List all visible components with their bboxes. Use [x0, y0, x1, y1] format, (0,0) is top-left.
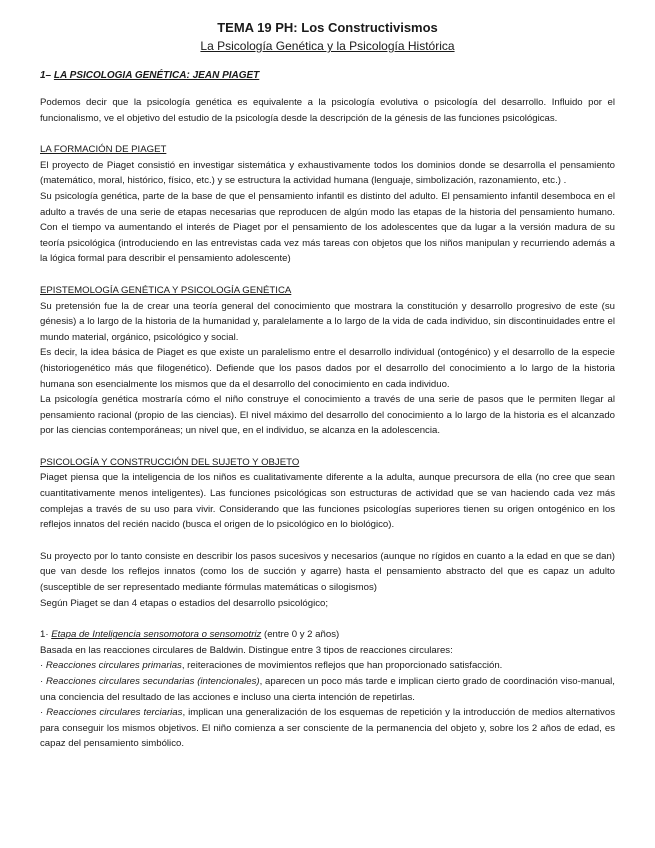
- construccion-heading: PSICOLOGÍA Y CONSTRUCCIÓN DEL SUJETO Y OBJETO: [40, 456, 300, 468]
- section-1-number: 1–: [40, 70, 52, 81]
- epistemologia-paragraph-3: La psicología genética mostraría cómo el niño construye el conocimiento a través de una serie de pasos que le permiten llegar al pensamiento racional (propio de las ciencias). El nivel máximo del desarrollo del conocimiento a lo largo de la historia es el alcanzado por las ciencias contemporáneas; un nivel que, en el individuo, se alcanza en la adolescencia.: [40, 394, 615, 437]
- etapa-1-heading: [40, 627, 615, 643]
- reaccion-item: [40, 674, 615, 705]
- epistemologia-paragraph-2: Es decir, la idea básica de Piaget es que existe un paralelismo entre el desarrollo individual (ontogénico) y el desarrollo de la especie (historiogenético más que filogenético). Defiende que los pasos dados por el desarrollo del conocimiento a lo largo de la historia humana son esencialmente los mismos que da el desarrollo del conocimiento en cada individuo.: [40, 347, 615, 390]
- reaccion-term: Reacciones circulares primarias: [45, 660, 182, 672]
- reaccion-term: Reacciones circulares terciarias: [46, 707, 183, 719]
- formacion-paragraph-1: El proyecto de Piaget consistió en investigar sistemática y exhaustivamente todos los dominios donde se desarrolla el pensamiento (matemático, moral, histórico, físico, etc.) y se estructura la actividad humana (lenguaje, simbolización, razonamiento, etc.) .: [40, 159, 615, 187]
- reaccion-item: [40, 658, 615, 674]
- section-1-heading: [40, 68, 615, 83]
- reaccion-text: , aparecen un poco más tarde e implican cierto grado de coordinación viso-manual, una conciencia del resultado de las acciones e incluso una cierta intención de repetirlas.: [40, 676, 615, 703]
- section-1-title: LA PSICOLOGIA GENÉTICA: JEAN PIAGET: [53, 70, 260, 81]
- bullet-prefix: ·: [40, 707, 47, 719]
- reaccion-text: , reiteraciones de movimientos reflejos que han proporcionado satisfacción.: [181, 660, 503, 672]
- construccion-paragraph-3: Según Piaget se dan 4 etapas o estadios del desarrollo psicológico;: [40, 597, 329, 609]
- construccion-paragraph-2: Su proyecto por lo tanto consiste en describir los pasos sucesivos y necesarios (aunque no rígidos en cuanto a la edad en que se dan) que van desde los reflejos innatos (como los de succión y agarre) hasta el pensamiento abstracto del que es capaz un adulto (susceptible de ser representado mediante fórmulas matemáticas o silogismos): [40, 550, 615, 594]
- etapa-1-name: Etapa de Inteligencia sensomotora o sensomotriz: [51, 629, 262, 641]
- etapa-1-intro: Basada en las reacciones circulares de Baldwin. Distingue entre 3 tipos de reacciones circulares:: [40, 644, 453, 656]
- etapa-1-number: 1·: [40, 629, 49, 641]
- bullet-prefix: ·: [40, 660, 46, 672]
- document-subtitle: La Psicología Genética y la Psicología Histórica: [200, 39, 455, 53]
- epistemologia-heading: EPISTEMOLOGÍA GENÉTICA Y PSICOLOGÍA GENÉTICA: [40, 284, 292, 296]
- formacion-heading: LA FORMACIÓN DE PIAGET: [40, 144, 167, 156]
- bullet-prefix: ·: [40, 676, 46, 687]
- construccion-paragraph-1: Piaget piensa que la inteligencia de los niños es cualitativamente diferente a la adulta, aunque precursora de ella (no cree que sean cuantitativamente menos inteligentes). Las funciones psicológicas son estructuras de actividad que se van haciendo cada vez más complejas a través de su uso para vivir. Considerando que las funciones psicologías superiores tienen su origen ontogénico en los reflejos innatos del recién nacido (busca el origen de lo psicológico en lo biológico).: [40, 472, 615, 531]
- formacion-paragraph-2: Su psicología genética, parte de la base de que el pensamiento infantil es distinto del adulto. El pensamiento infantil desemboca en el adulto a través de una serie de etapas necesarias que reproducen de algún modo las etapas de la historia del pensamiento humano. Con el tiempo va aumentando el interés de Piaget por el pensamiento de los adolescentes que da lugar a la versión madura de su teoría psicológica (introduciendo en las entrevistas cada vez más tareas con objetos que los niños manipulan y recurriendo además a la lógica formal para describir el pensamiento adolescente): [40, 190, 615, 265]
- epistemologia-paragraph-1: Su pretensión fue la de crear una teoría general del conocimiento que mostrara la constitución y desarrollo progresivo de este (su génesis) a lo largo de la historia de la humanidad y, paralelamente a lo largo de la vida de cada individuo, sin discontinuidades entre el mundo material, orgánico, psicológico y social.: [40, 300, 615, 343]
- section-1-intro: Podemos decir que la psicología genética es equivalente a la psicología evolutiva o psicología del desarrollo. Influido por el funcionalismo, ve el objetivo del estudio de la psicología desde la descripción de la génesis de las funciones psicológicas.: [40, 97, 615, 124]
- document-title: TEMA 19 PH: Los Constructivismos: [217, 20, 438, 35]
- etapa-1-age: (entre 0 y 2 años): [261, 629, 340, 641]
- reaccion-item: [40, 705, 615, 752]
- reaccion-term: Reacciones circulares secundarias (intencionales): [45, 676, 260, 687]
- reaccion-text: , implican una generalización de los esquemas de repetición y la introducción de medios alternativos para conseguir los mismos objetivos. El niño comienza a ser consciente de la permanencia del objeto y, sobre los 2 años de edad, es capaz del pensamiento simbólico.: [40, 707, 615, 750]
